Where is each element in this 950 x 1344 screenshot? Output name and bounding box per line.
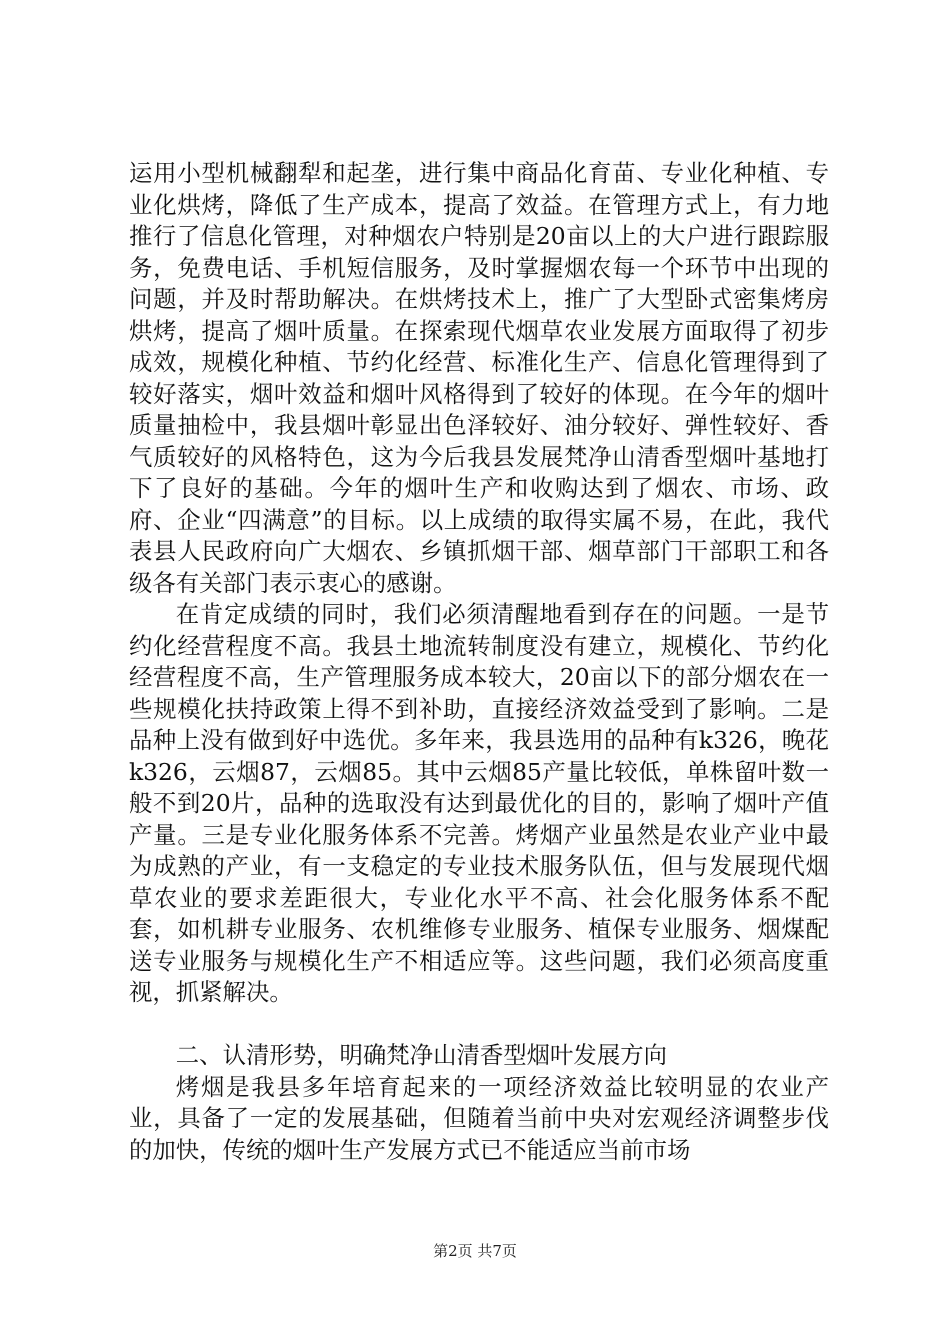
document-body	[129, 158, 829, 1166]
section-heading: 二、认清形势，明确梵净山清香型烟叶发展方向	[175, 1041, 667, 1069]
page-footer: 第2页 共7页	[433, 1242, 517, 1260]
paragraph-situation: 烤烟是我县多年培育起来的一项经济效益比较明显的农业产业，具备了一定的发展基础，但随着当前中央对宏观经济调整步伐的加快，传统的烟叶生产发展方式已不能适应当前市场	[129, 1072, 829, 1164]
paragraph-continuation: 运用小型机械翻犁和起垄，进行集中商品化育苗、专业化种植、专业化烘烤，降低了生产成本，提高了效益。在管理方式上，有力地推行了信息化管理，对种烟农户特别是20亩以上的大户进行跟踪服务，免费电话、手机短信服务，及时掌握烟农每一个环节中出现的问题，并及时帮助解决。在烘烤技术上，推广了大型卧式密集烤房烘烤，提高了烟叶质量。在探索现代烟草农业发展方面取得了初步成效，规模化种植、节约化经营、标准化生产、信息化管理得到了较好落实，烟叶效益和烟叶风格得到了较好的体现。在今年的烟叶质量抽检中，我县烟叶彰显出色泽较好、油分较好、弹性较好、香气质较好的风格特色，这为今后我县发展梵净山清香型烟叶基地打下了良好的基础。今年的烟叶生产和收购达到了烟农、市场、政府、企业“四满意”的目标。以上成绩的取得实属不易，在此，我代表县人民政府向广大烟农、乡镇抓烟干部、烟草部门干部职工和各级各有关部门表示衷心的感谢。	[129, 159, 829, 597]
paragraph-problems: 在肯定成绩的同时，我们必须清醒地看到存在的问题。一是节约化经营程度不高。我县土地流转制度没有建立，规模化、节约化经营程度不高，生产管理服务成本较大，20亩以下的部分烟农在一些规模化扶持政策上得不到补助，直接经济效益受到了影响。二是品种上没有做到好中选优。多年来，我县选用的品种有k326，晚花k326，云烟87，云烟85。其中云烟85产量比较低，单株留叶数一般不到20片，品种的选取没有达到最优化的目的，影响了烟叶产值产量。三是专业化服务体系不完善。烤烟产业虽然是农业产业中最为成熟的产业，有一支稳定的专业技术服务队伍，但与发展现代烟草农业的要求差距很大，专业化水平不高、社会化服务体系不配套，如机耕专业服务、农机维修专业服务、植保专业服务、烟煤配送专业服务与规模化生产不相适应等。这些问题，我们必须高度重视，抓紧解决。	[129, 600, 829, 1006]
